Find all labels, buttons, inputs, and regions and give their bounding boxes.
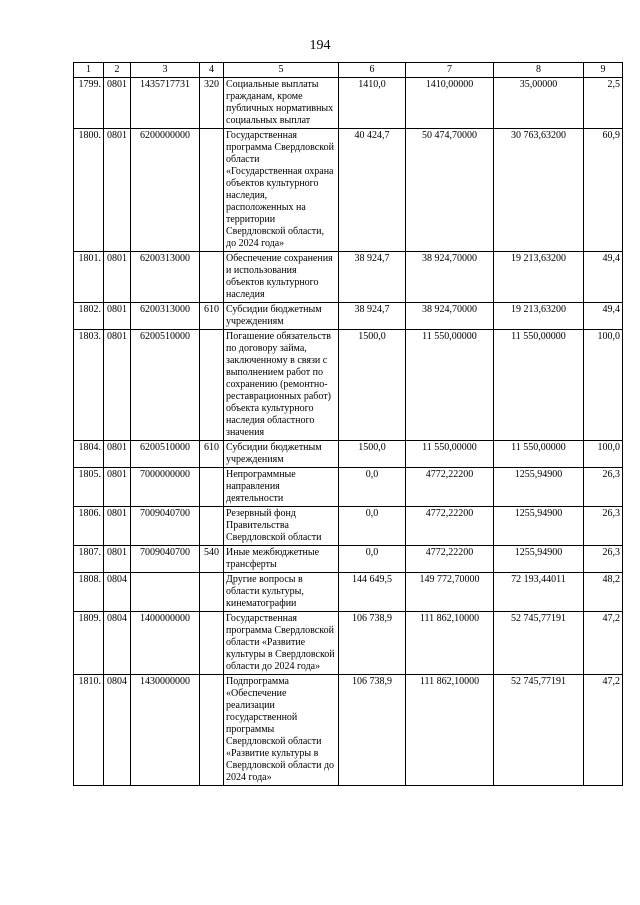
row-number: 1800. <box>74 129 104 252</box>
value-col-8: 11 550,00000 <box>494 330 584 441</box>
expense-type-code <box>200 330 224 441</box>
value-col-9: 26,3 <box>584 546 623 573</box>
page-number: 194 <box>309 38 331 53</box>
value-col-9: 60,9 <box>584 129 623 252</box>
expense-type-code: 610 <box>200 303 224 330</box>
row-number: 1807. <box>74 546 104 573</box>
target-article-code: 7009040700 <box>131 546 200 573</box>
row-name: Другие вопросы в области культуры, кинематографии <box>224 573 339 612</box>
row-number: 1799. <box>74 78 104 129</box>
value-col-7: 11 550,00000 <box>406 330 494 441</box>
row-number: 1801. <box>74 252 104 303</box>
value-col-8: 1255,94900 <box>494 468 584 507</box>
target-article-code: 6200313000 <box>131 252 200 303</box>
table-row <box>74 252 623 303</box>
target-article-code <box>131 573 200 612</box>
section-code: 0801 <box>104 468 131 507</box>
value-col-6: 106 738,9 <box>339 675 406 786</box>
value-col-6: 144 649,5 <box>339 573 406 612</box>
value-col-7: 1410,00000 <box>406 78 494 129</box>
section-code: 0804 <box>104 612 131 675</box>
value-col-6: 0,0 <box>339 468 406 507</box>
expense-type-code <box>200 468 224 507</box>
row-number: 1808. <box>74 573 104 612</box>
section-code: 0801 <box>104 330 131 441</box>
expense-type-code <box>200 573 224 612</box>
column-header-9: 9 <box>584 63 623 78</box>
row-number: 1803. <box>74 330 104 441</box>
table-row <box>74 507 623 546</box>
value-col-7: 4772,22200 <box>406 468 494 507</box>
section-code: 0801 <box>104 252 131 303</box>
section-code: 0801 <box>104 78 131 129</box>
target-article-code: 1400000000 <box>131 612 200 675</box>
table-row <box>74 468 623 507</box>
table-row <box>74 129 623 252</box>
target-article-code: 1435717731 <box>131 78 200 129</box>
table-row <box>74 546 623 573</box>
value-col-6: 38 924,7 <box>339 303 406 330</box>
value-col-7: 50 474,70000 <box>406 129 494 252</box>
column-header-5: 5 <box>224 63 339 78</box>
target-article-code: 6200510000 <box>131 441 200 468</box>
expense-type-code: 320 <box>200 78 224 129</box>
value-col-8: 52 745,77191 <box>494 612 584 675</box>
target-article-code: 6200000000 <box>131 129 200 252</box>
row-name: Иные межбюджетные трансферты <box>224 546 339 573</box>
column-header-8: 8 <box>494 63 584 78</box>
section-code: 0801 <box>104 441 131 468</box>
target-article-code: 7009040700 <box>131 507 200 546</box>
target-article-code: 6200510000 <box>131 330 200 441</box>
row-number: 1806. <box>74 507 104 546</box>
table-row <box>74 330 623 441</box>
target-article-code: 1430000000 <box>131 675 200 786</box>
row-name: Государственная программа Свердловской области «Государственная охрана объектов культурного наследия, расположенных на территории Свердловской области, до 2024 года» <box>224 129 339 252</box>
value-col-6: 1500,0 <box>339 330 406 441</box>
row-name: Подпрограмма «Обеспечение реализации государственной программы Свердловской области «Развитие культуры в Свердловской области до 2024 года» <box>224 675 339 786</box>
section-code: 0804 <box>104 573 131 612</box>
expense-type-code <box>200 252 224 303</box>
value-col-7: 38 924,70000 <box>406 303 494 330</box>
value-col-7: 4772,22200 <box>406 546 494 573</box>
row-number: 1804. <box>74 441 104 468</box>
row-number: 1809. <box>74 612 104 675</box>
value-col-8: 1255,94900 <box>494 546 584 573</box>
value-col-7: 11 550,00000 <box>406 441 494 468</box>
expense-type-code: 540 <box>200 546 224 573</box>
column-header-6: 6 <box>339 63 406 78</box>
row-name: Субсидии бюджетным учреждениям <box>224 441 339 468</box>
value-col-9: 100,0 <box>584 441 623 468</box>
row-name: Погашение обязательств по договору займа, заключенному в связи с выполнением работ по сохранению (ремонтно-реставрационных работ) объекта культурного наследия областного значения <box>224 330 339 441</box>
expense-type-code <box>200 129 224 252</box>
value-col-9: 26,3 <box>584 468 623 507</box>
value-col-9: 100,0 <box>584 330 623 441</box>
row-number: 1802. <box>74 303 104 330</box>
value-col-9: 26,3 <box>584 507 623 546</box>
table-row <box>74 675 623 786</box>
column-header-3: 3 <box>131 63 200 78</box>
row-number: 1805. <box>74 468 104 507</box>
row-name: Субсидии бюджетным учреждениям <box>224 303 339 330</box>
value-col-6: 40 424,7 <box>339 129 406 252</box>
row-name: Резервный фонд Правительства Свердловской области <box>224 507 339 546</box>
value-col-6: 0,0 <box>339 507 406 546</box>
value-col-8: 30 763,63200 <box>494 129 584 252</box>
value-col-6: 106 738,9 <box>339 612 406 675</box>
value-col-7: 111 862,10000 <box>406 675 494 786</box>
value-col-6: 1500,0 <box>339 441 406 468</box>
value-col-9: 47,2 <box>584 675 623 786</box>
section-code: 0804 <box>104 675 131 786</box>
target-article-code: 6200313000 <box>131 303 200 330</box>
section-code: 0801 <box>104 129 131 252</box>
value-col-8: 72 193,44011 <box>494 573 584 612</box>
table-row <box>74 441 623 468</box>
value-col-8: 52 745,77191 <box>494 675 584 786</box>
value-col-8: 11 550,00000 <box>494 441 584 468</box>
value-col-7: 4772,22200 <box>406 507 494 546</box>
table-row <box>74 303 623 330</box>
value-col-8: 19 213,63200 <box>494 303 584 330</box>
row-number: 1810. <box>74 675 104 786</box>
value-col-8: 35,00000 <box>494 78 584 129</box>
table-row <box>74 612 623 675</box>
value-col-9: 49,4 <box>584 252 623 303</box>
value-col-8: 19 213,63200 <box>494 252 584 303</box>
value-col-9: 49,4 <box>584 303 623 330</box>
table-row <box>74 78 623 129</box>
value-col-6: 1410,0 <box>339 78 406 129</box>
value-col-9: 2,5 <box>584 78 623 129</box>
expense-type-code <box>200 507 224 546</box>
value-col-9: 47,2 <box>584 612 623 675</box>
section-code: 0801 <box>104 303 131 330</box>
table-row <box>74 573 623 612</box>
column-header-2: 2 <box>104 63 131 78</box>
column-header-1: 1 <box>74 63 104 78</box>
expense-type-code: 610 <box>200 441 224 468</box>
value-col-9: 48,2 <box>584 573 623 612</box>
value-col-6: 38 924,7 <box>339 252 406 303</box>
expense-type-code <box>200 612 224 675</box>
budget-table <box>73 62 623 786</box>
row-name: Непрограммные направления деятельности <box>224 468 339 507</box>
column-header-4: 4 <box>200 63 224 78</box>
row-name: Государственная программа Свердловской области «Развитие культуры в Свердловской области до 2024 года» <box>224 612 339 675</box>
section-code: 0801 <box>104 546 131 573</box>
row-name: Социальные выплаты гражданам, кроме публичных нормативных социальных выплат <box>224 78 339 129</box>
row-name: Обеспечение сохранения и использования объектов культурного наследия <box>224 252 339 303</box>
value-col-7: 111 862,10000 <box>406 612 494 675</box>
value-col-8: 1255,94900 <box>494 507 584 546</box>
value-col-6: 0,0 <box>339 546 406 573</box>
column-number-row <box>74 63 623 78</box>
column-header-7: 7 <box>406 63 494 78</box>
value-col-7: 149 772,70000 <box>406 573 494 612</box>
value-col-7: 38 924,70000 <box>406 252 494 303</box>
expense-type-code <box>200 675 224 786</box>
target-article-code: 7000000000 <box>131 468 200 507</box>
section-code: 0801 <box>104 507 131 546</box>
